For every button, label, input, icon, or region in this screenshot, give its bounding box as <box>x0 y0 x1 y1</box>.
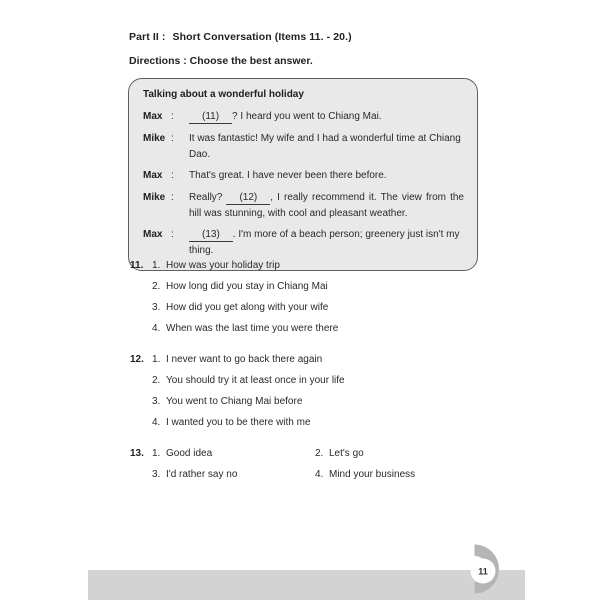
option-text: How long did you stay in Chiang Mai <box>166 281 328 292</box>
option-number: 2. <box>152 281 161 292</box>
conversation-title: Talking about a wonderful holiday <box>143 89 304 100</box>
option-text: You should try it at least once in your life <box>166 375 345 386</box>
dialog-text-before-blank: Really? <box>189 191 227 203</box>
option-number: 3. <box>152 469 161 480</box>
question-number: 12. <box>130 354 144 365</box>
dialog-text-after-blank: , I really recommend it. The view from the hill was stunning, with cool and pleasant weather. <box>189 191 464 219</box>
question-12 <box>130 349 490 433</box>
option-text: I never want to go back there again <box>166 354 323 365</box>
option-number: 1. <box>152 260 161 271</box>
blank-13: (13) <box>189 228 233 242</box>
option-text: Mind your business <box>329 469 416 480</box>
option-3 <box>152 391 490 412</box>
option-2 <box>152 276 490 297</box>
option-4 <box>315 464 490 485</box>
colon-separator: : <box>171 132 174 144</box>
conversation-box <box>128 78 478 271</box>
dialog-row <box>143 190 464 222</box>
page-number: 11 <box>478 566 488 577</box>
option-4 <box>152 412 490 433</box>
option-text: I'd rather say no <box>166 469 238 480</box>
part-label: Part II : <box>129 31 166 43</box>
colon-separator: : <box>171 229 174 240</box>
option-1 <box>152 349 490 370</box>
option-text: How did you get along with your wife <box>166 302 329 313</box>
questions-section <box>130 255 490 495</box>
part-title: Short Conversation (Items 11. - 20.) <box>172 31 352 43</box>
speaker-name: Mike <box>143 191 166 203</box>
option-2 <box>315 443 490 464</box>
question-13 <box>130 443 490 485</box>
colon-separator: : <box>171 170 174 181</box>
option-3 <box>152 464 315 485</box>
blank-11: (11) <box>189 110 232 124</box>
blank-12: (12) <box>226 191 270 205</box>
option-number: 4. <box>152 323 161 334</box>
dialog-row <box>143 109 464 125</box>
speaker-name: Max <box>143 229 163 240</box>
dialog-text: That's great. I have never been there before. <box>189 170 387 181</box>
option-number: 4. <box>152 417 161 428</box>
option-text: How was your holiday trip <box>166 260 280 271</box>
option-text: Let's go <box>329 448 364 459</box>
option-text: When was the last time you were there <box>166 323 339 334</box>
directions-text: Directions : Choose the best answer. <box>129 55 313 67</box>
dialog-text-after-blank: ? I heard you went to Chiang Mai. <box>232 111 382 122</box>
dialog-text <box>189 190 464 222</box>
option-2 <box>152 370 490 391</box>
option-number: 1. <box>152 448 161 459</box>
question-number: 13. <box>130 448 144 459</box>
option-3 <box>152 297 490 318</box>
option-number: 2. <box>152 375 161 386</box>
option-1 <box>152 443 315 464</box>
speaker-name: Max <box>143 170 163 181</box>
page-number-badge <box>450 541 512 601</box>
question-11 <box>130 255 490 339</box>
speaker-name: Max <box>143 111 163 122</box>
speaker-name: Mike <box>143 132 166 144</box>
option-number: 1. <box>152 354 161 365</box>
option-number: 2. <box>315 448 324 459</box>
option-text: You went to Chiang Mai before <box>166 396 303 407</box>
option-number: 4. <box>315 469 324 480</box>
option-4 <box>152 318 490 339</box>
dialog-row <box>143 168 464 184</box>
option-1 <box>152 255 490 276</box>
dialog-text: It was fantastic! My wife and I had a wonderful time at Chiang Dao. <box>189 132 461 160</box>
dialog-text <box>189 109 464 125</box>
question-options <box>152 443 490 485</box>
option-number: 3. <box>152 302 161 313</box>
option-text: I wanted you to be there with me <box>166 417 311 428</box>
question-number: 11. <box>130 260 144 271</box>
question-options <box>152 255 490 339</box>
dialog-text-after-blank: . I'm more of a beach person; greenery just isn't my thing. <box>189 229 460 256</box>
colon-separator: : <box>171 111 174 122</box>
option-text: Good idea <box>166 448 213 459</box>
question-options <box>152 349 490 433</box>
option-number: 3. <box>152 396 161 407</box>
page-title <box>129 31 352 43</box>
colon-separator: : <box>171 191 174 203</box>
dialog-row <box>143 131 464 163</box>
